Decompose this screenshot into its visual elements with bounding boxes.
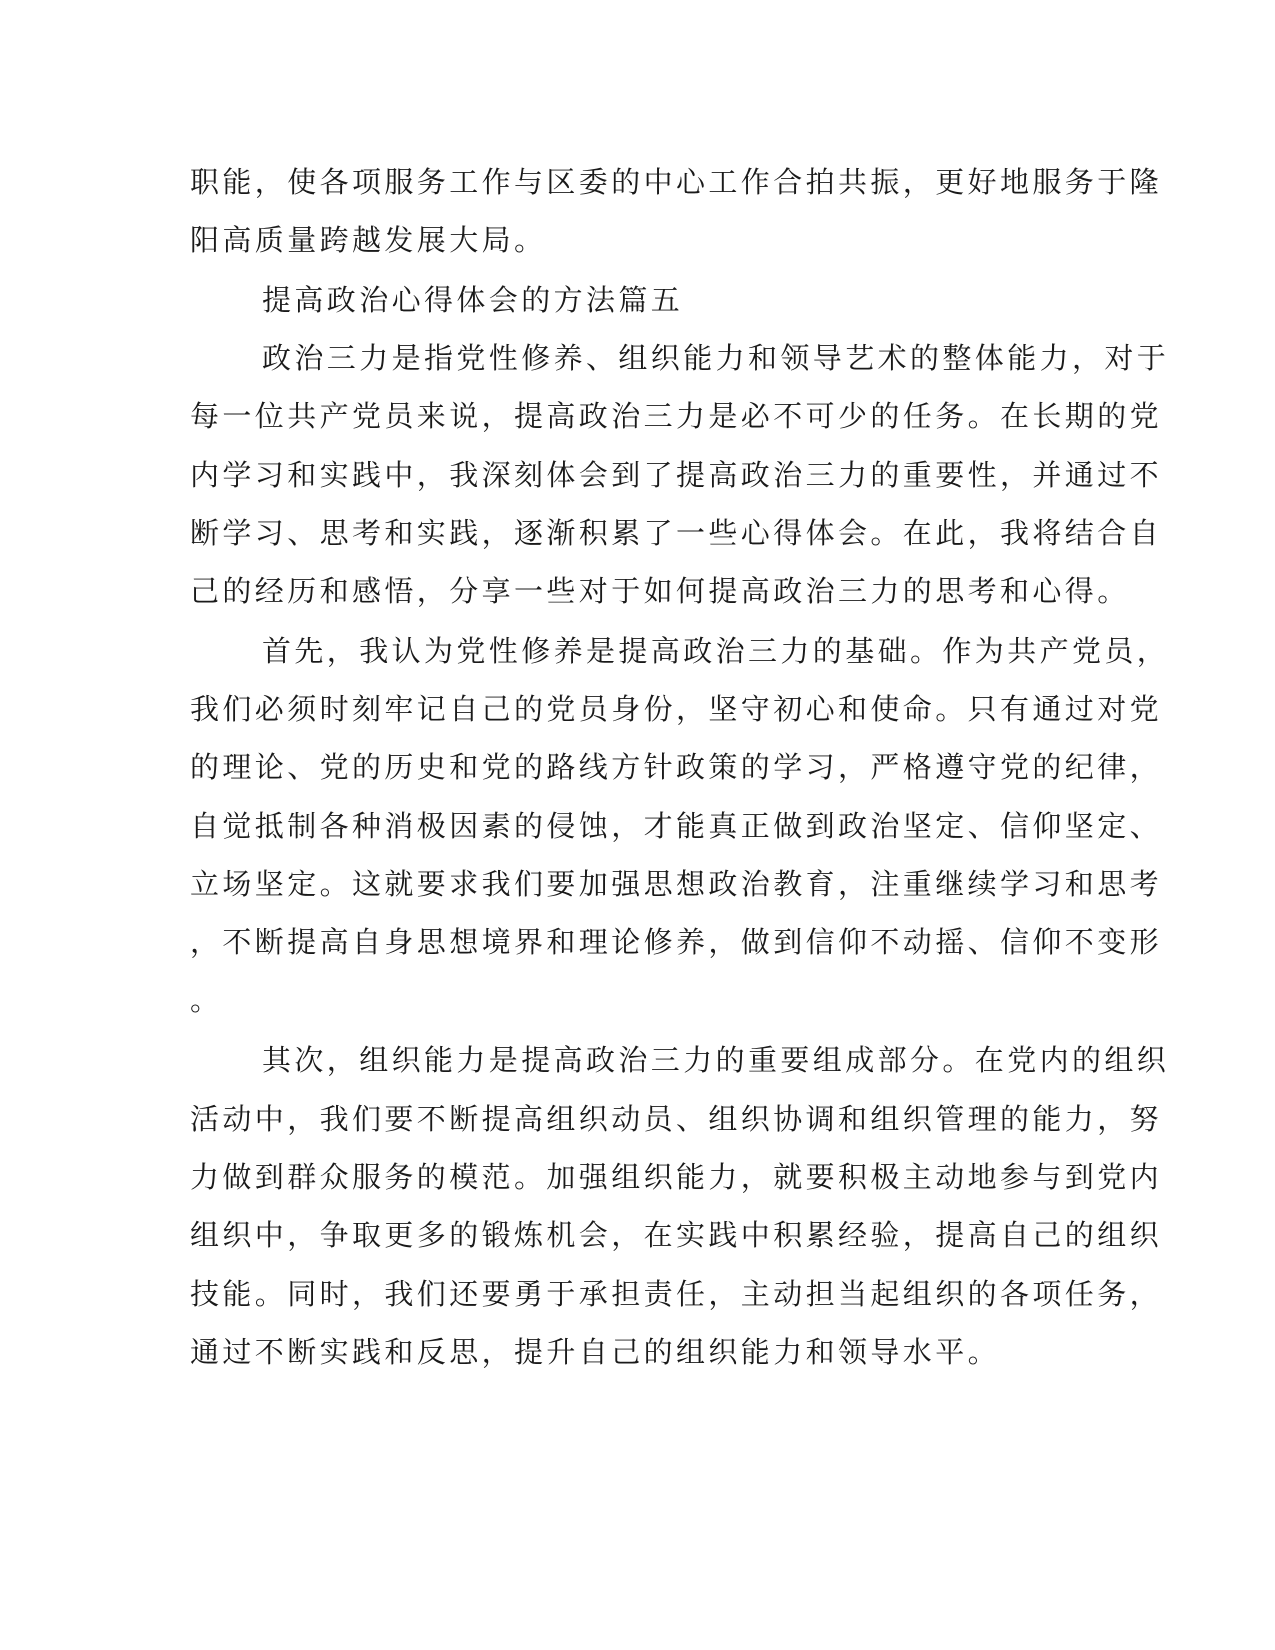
text-line: 组织中，争取更多的锻炼机会，在实践中积累经验，提高自己的组织 [190,1218,1163,1252]
text-line: 政治三力是指党性修养、组织能力和领导艺术的整体能力，对于 [262,341,1170,375]
text-line: 其次，组织能力是提高政治三力的重要组成部分。在党内的组织 [262,1043,1170,1077]
text-line: 力做到群众服务的模范。加强组织能力，就要积极主动地参与到党内 [190,1160,1163,1194]
text-line: 内学习和实践中，我深刻体会到了提高政治三力的重要性，并通过不 [190,458,1163,492]
text-line: 断学习、思考和实践，逐渐积累了一些心得体会。在此，我将结合自 [190,516,1163,550]
text-line: 每一位共产党员来说，提高政治三力是必不可少的任务。在长期的党 [190,399,1163,433]
text-line: 活动中，我们要不断提高组织动员、组织协调和组织管理的能力，努 [190,1102,1163,1136]
text-line: 职能，使各项服务工作与区委的中心工作合拍共振，更好地服务于隆 [190,165,1163,199]
text-line: 首先，我认为党性修养是提高政治三力的基础。作为共产党员， [262,634,1170,668]
text-line: 阳高质量跨越发展大局。 [190,223,547,257]
text-line: 技能。同时，我们还要勇于承担责任，主动担当起组织的各项任务， [190,1277,1163,1311]
text-line: 。 [190,983,223,1017]
text-line: ，不断提高自身思想境界和理论修养，做到信仰不动摇、信仰不变形 [190,925,1163,959]
text-line: 己的经历和感悟，分享一些对于如何提高政治三力的思考和心得。 [190,574,1130,608]
text-line: 自觉抵制各种消极因素的侵蚀，才能真正做到政治坚定、信仰坚定、 [190,809,1163,843]
text-line: 的理论、党的历史和党的路线方针政策的学习，严格遵守党的纪律， [190,750,1163,784]
section-heading: 提高政治心得体会的方法篇五 [262,283,684,317]
text-line: 我们必须时刻牢记自己的党员身份，坚守初心和使命。只有通过对党 [190,692,1163,726]
text-line: 通过不断实践和反思，提升自己的组织能力和领导水平。 [190,1335,1001,1369]
text-line: 立场坚定。这就要求我们要加强思想政治教育，注重继续学习和思考 [190,867,1163,901]
